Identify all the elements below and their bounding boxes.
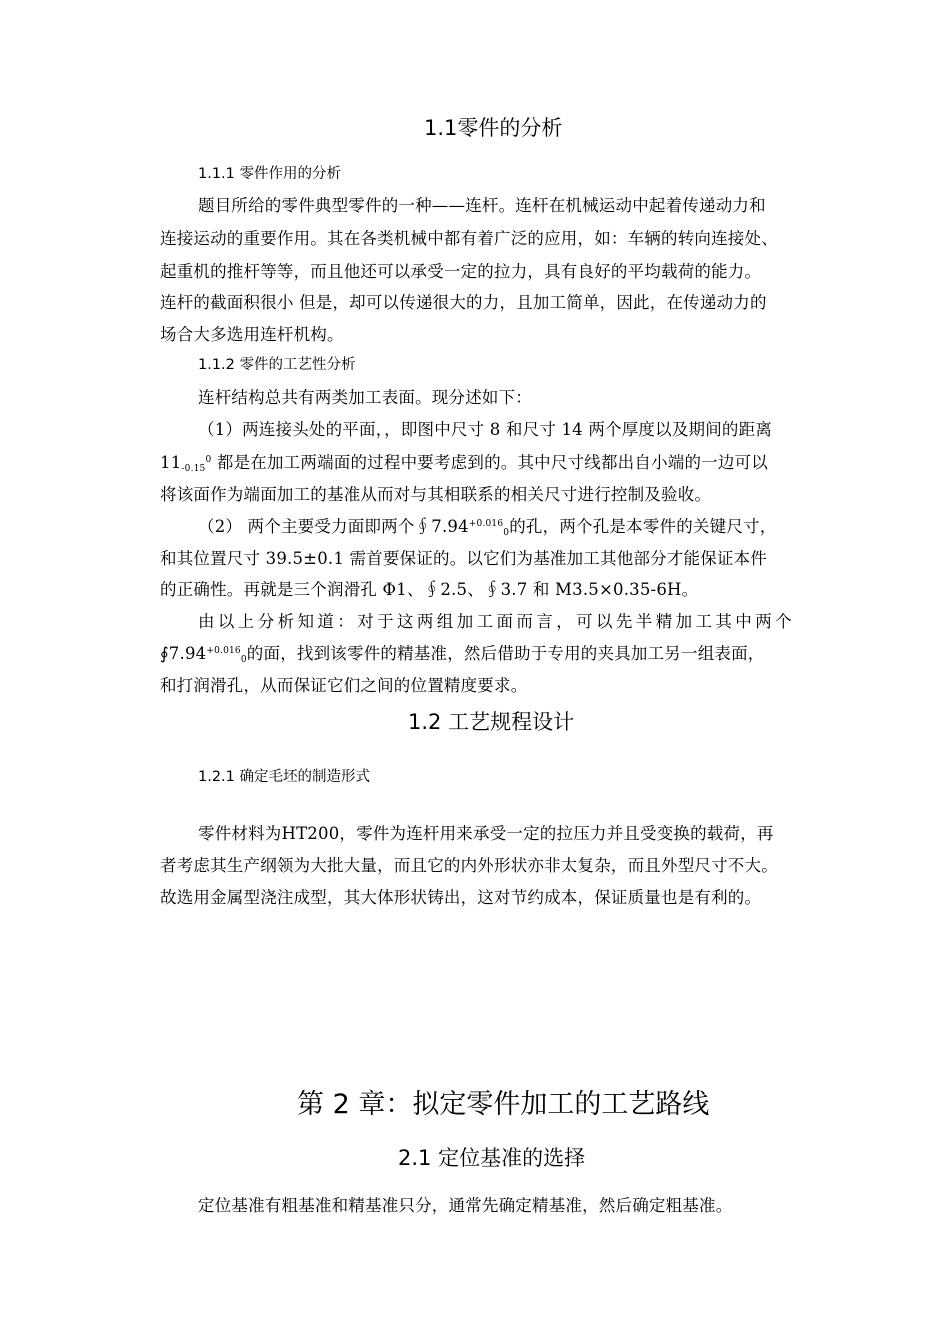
tolerance-upper: 0	[205, 455, 212, 465]
paragraph-line: 将该面作为端面加工的基准从而对与其相联系的相关尺寸进行控制及验收。	[160, 485, 712, 504]
paragraph-text: ∮7.94	[160, 644, 207, 663]
paragraph-text: （2） 两个主要受力面即两个∮7.94	[198, 517, 469, 536]
section-title-1-1: 1.1零件的分析	[424, 116, 563, 140]
paragraph-line: 起重机的推杆等等，而且他还可以承受一定的拉力，具有良好的平均载荷的能力。	[160, 262, 762, 281]
paragraph-line: 的正确性。再就是三个润滑孔 Φ1、∮2.5、∮3.7 和 M3.5×0.35-6H。	[160, 580, 699, 599]
paragraph-line: 场合大多选用连杆机构。	[160, 325, 344, 344]
paragraph-line: 连杆结构总共有两类加工表面。现分述如下：	[198, 388, 532, 407]
paragraph-line	[160, 449, 768, 473]
tolerance-lower: -0.15	[181, 464, 206, 474]
paragraph-line: 连接运动的重要作用。其在各类机械中都有着广泛的应用，如：车辆的转向连接处、	[160, 229, 778, 248]
paragraph-line	[198, 513, 776, 537]
paragraph-line: 和其位置尺寸 39.5±0.1 需首要保证的。以它们为基准加工其他部分才能保证本件	[160, 549, 767, 568]
paragraph-text: 的孔，两个孔是本零件的关键尺寸，	[509, 517, 777, 536]
paragraph-line: 由以上分析知道：对于这两组加工面而言，可以先半精加工其中两个	[198, 612, 795, 631]
section-title-1-2: 1.2 工艺规程设计	[408, 710, 575, 734]
paragraph-line: （1）两连接头处的平面，，即图中尺寸 8 和尺寸 14 两个厚度以及期间的距离	[198, 420, 773, 439]
paragraph-line: 题目所给的零件典型零件的一种——连杆。连杆在机械运动中起着传递动力和	[198, 196, 766, 215]
paragraph-line: 和打润滑孔，从而保证它们之间的位置精度要求。	[160, 676, 528, 695]
subsection-title-1-2-1: 1.2.1 确定毛坯的制造形式	[198, 769, 371, 785]
tolerance-lower: 0	[240, 655, 247, 665]
tolerance-upper: +0.016	[206, 646, 241, 656]
tolerance-lower: 0	[503, 528, 510, 538]
paragraph-text: 都是在加工两端面的过程中要考虑到的。其中尺寸线都出自小端的一边可以	[211, 453, 768, 472]
paragraph-line: 连杆的截面积很小 但是，却可以传递很大的力，且加工简单，因此，在传递动力的	[160, 293, 767, 312]
subsection-title-1-1-2: 1.1.2 零件的工艺性分析	[198, 357, 356, 373]
paragraph-line: 零件材料为HT200，零件为连杆用来承受一定的拉压力并且受变换的载荷，再	[198, 824, 774, 843]
paragraph-text: 的面，找到该零件的精基准，然后借助于专用的夹具加工另一组表面，	[246, 644, 765, 663]
paragraph-line: 故选用金属型浇注成型，其大体形状铸出，这对节约成本，保证质量也是有利的。	[160, 888, 762, 907]
paragraph-line: 定位基准有粗基准和精基准只分，通常先确定精基准，然后确定粗基准。	[198, 1196, 733, 1215]
paragraph-line	[160, 640, 765, 664]
section-title-2-1: 2.1 定位基准的选择	[398, 1146, 586, 1170]
tolerance-upper: +0.016	[468, 519, 504, 529]
chapter-title: 第 2 章：拟定零件加工的工艺路线	[297, 1089, 710, 1120]
dimension-value: 11	[160, 453, 182, 472]
subsection-title-1-1-1: 1.1.1 零件作用的分析	[198, 166, 342, 182]
paragraph-line: 者考虑其生产纲领为大批大量，而且它的内外形状亦非太复杂，而且外型尺寸不大。	[160, 856, 778, 875]
